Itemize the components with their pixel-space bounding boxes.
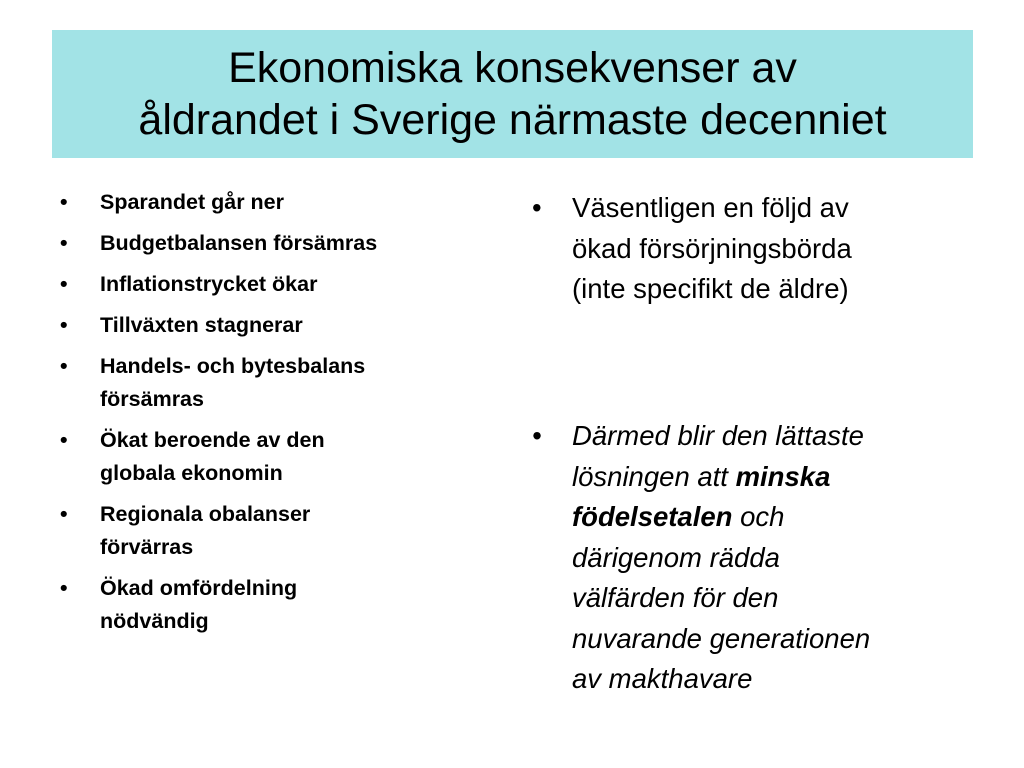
right-bullet-line: av makthavare: [572, 663, 753, 694]
left-bullet-item: [58, 268, 498, 301]
left-bullet-line: globala ekonomin: [100, 461, 283, 485]
bullet-icon: •: [60, 231, 68, 255]
left-bullet-line: nödvändig: [100, 609, 209, 633]
left-bullet-item: [58, 350, 498, 416]
bullet-icon: •: [60, 576, 68, 600]
left-bullet-line: Ökat beroende av den: [100, 428, 325, 452]
left-bullet-line: Sparandet går ner: [100, 190, 284, 214]
right-bullet-line: välfärden för den: [572, 582, 779, 613]
right-bullet-line: [572, 497, 870, 538]
left-bullet-line: Inflationstrycket ökar: [100, 272, 318, 296]
left-bullet-line: förvärras: [100, 535, 194, 559]
right-bullet-line: (inte specifikt de äldre): [572, 273, 849, 304]
left-bullet-item: [58, 227, 498, 260]
left-bullet-line: Ökad omfördelning: [100, 576, 298, 600]
title-line-1: Ekonomiska konsekvenser av: [228, 44, 797, 92]
title-banner: [52, 30, 973, 158]
bullet-icon: •: [60, 354, 68, 378]
right-bullet-line: nuvarande generationen: [572, 622, 871, 654]
emphasis-text: minska: [735, 460, 831, 492]
right-bullet-line: [572, 457, 870, 498]
left-bullet-item: [58, 309, 498, 342]
bullet-icon: •: [60, 502, 68, 526]
bullet-icon: •: [60, 272, 68, 296]
emphasis-text: födelsetalen: [572, 501, 733, 532]
left-bullet-item: [58, 424, 498, 490]
right-bullet-line: Väsentligen en följd av: [572, 192, 849, 223]
left-bullet-list: [58, 186, 498, 646]
left-bullet-line: Tillväxten stagnerar: [100, 313, 303, 337]
right-bullet-item-2: [530, 416, 870, 700]
left-bullet-item: [58, 572, 498, 638]
left-bullet-item: [58, 186, 498, 219]
left-bullet-line: Regionala obalanser: [100, 502, 311, 526]
right-bullet-text: lösningen att: [572, 460, 736, 492]
bullet-icon: •: [532, 192, 542, 223]
bullet-icon: •: [60, 428, 68, 452]
right-bullet-line: Därmed blir den lättaste: [572, 420, 864, 451]
title-line-2: åldrandet i Sverige närmaste decenniet: [138, 96, 887, 144]
bullet-icon: •: [60, 313, 68, 337]
right-bullet-text: och: [732, 501, 785, 532]
right-bullet-item-1: [530, 188, 852, 310]
right-bullet-line: ökad försörjningsbörda: [572, 232, 852, 264]
bullet-icon: •: [60, 190, 68, 214]
left-bullet-line: Budgetbalansen försämras: [100, 231, 378, 255]
left-bullet-line: försämras: [100, 387, 204, 411]
bullet-icon: •: [532, 420, 542, 451]
left-bullet-line: Handels- och bytesbalans: [100, 354, 366, 378]
left-bullet-item: [58, 498, 498, 564]
right-bullet-line: därigenom rädda: [572, 541, 780, 573]
